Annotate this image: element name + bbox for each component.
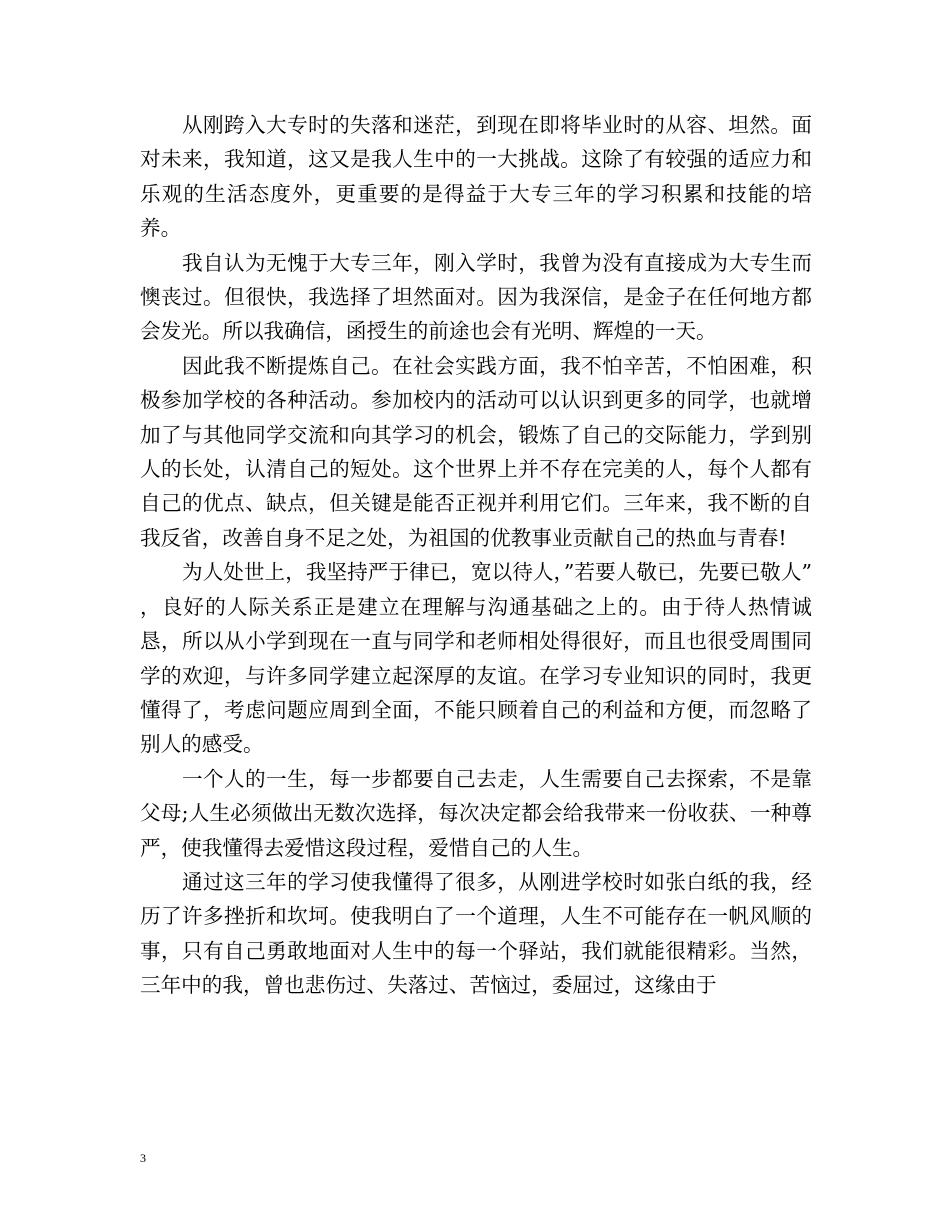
paragraph-3: 因此我不断提炼自己。在社会实践方面，我不怕辛苦，不怕困难，积极参加学校的各种活动。参加校内的活动可以认识到更多的同学，也就增加了与其他同学交流和向其学习的机会，锻炼了自己的交际能力，学到别人的长处，认清自己的短处。这个世界上并不存在完美的人，每个人都有自己的优点、缺点，但关键是能否正视并利用它们。三年来，我不断的自我反省，改善自身不足之处，为祖国的优教事业贡献自己的热血与青春! <box>140 353 812 550</box>
paragraph-5: 一个人的一生，每一步都要自己去走，人生需要自己去探索，不是靠父母;人生必须做出无数次选择，每次决定都会给我带来一份收获、一种尊严，使我懂得去爱惜这段过程，爱惜自己的人生。 <box>140 766 812 860</box>
paragraph-6: 通过这三年的学习使我懂得了很多，从刚进学校时如张白纸的我，经历了许多挫折和坎坷。使我明白了一个道理，人生不可能存在一帆风顺的事，只有自己勇敢地面对人生中的每一个驿站，我们就能很精彩。当然，三年中的我，曾也悲伤过、失落过、苦恼过，委屈过，这缘由于 <box>140 869 812 998</box>
document-body <box>140 108 812 1003</box>
paragraph-1: 从刚跨入大专时的失落和迷茫，到现在即将毕业时的从容、坦然。面对未来，我知道，这又是我人生中的一大挑战。这除了有较强的适应力和乐观的生活态度外，更重要的是得益于大专三年的学习积累和技能的培养。 <box>140 113 812 241</box>
paragraph-4: 为人处世上，我坚持严于律已，宽以待人，”若要人敬已，先要已敬人” ，良好的人际关系正是建立在理解与沟通基础之上的。由于待人热情诚恳，所以从小学到现在一直与同学和老师相处得很好，而且也很受周围同学的欢迎，与许多同学建立起深厚的友谊。在学习专业知识的同时，我更懂得了，考虑问题应周到全面，不能只顾着自己的利益和方便，而忽略了别人的感受。 <box>140 560 812 757</box>
page-number: 3 <box>140 1151 146 1165</box>
paragraph-2: 我自认为无愧于大专三年，刚入学时，我曾为没有直接成为大专生而懊丧过。但很快，我选择了坦然面对。因为我深信，是金子在任何地方都会发光。所以我确信，函授生的前途也会有光明、辉煌的一天。 <box>140 250 812 344</box>
